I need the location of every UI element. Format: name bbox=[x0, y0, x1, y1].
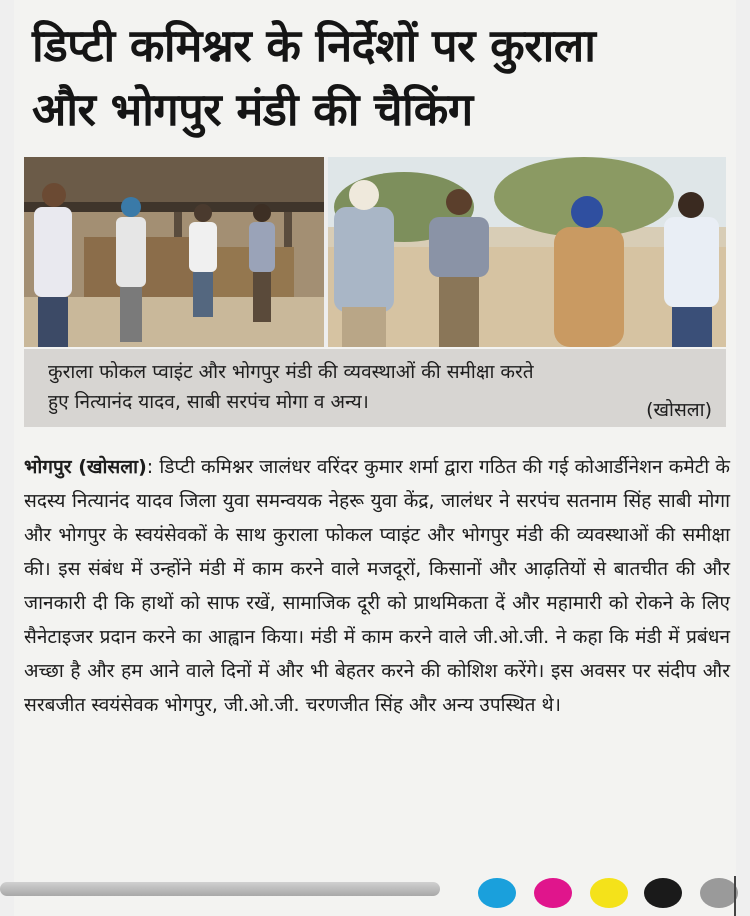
newspaper-clipping bbox=[14, 0, 736, 916]
magenta-registration-dot bbox=[534, 878, 572, 908]
crop-mark bbox=[734, 876, 736, 916]
yellow-registration-dot bbox=[590, 878, 628, 908]
caption-line-1: कुराला फोकल प्वाइंट और भोगपुर मंडी की व्यवस्थाओं की समीक्षा करते bbox=[48, 361, 534, 383]
black-registration-dot bbox=[644, 878, 682, 908]
article-body-text: : डिप्टी कमिश्नर जालंधर वरिंदर कुमार शर्मा द्वारा गठित की गई कोआर्डीनेशन कमेटी के सदस्य नित्यानंद यादव जिला युवा समन्वयक नेहरू युवा केंद्र, जालंधर ने सरपंच सतनाम सिंह साबी मोगा और भोगपुर के स्वयंसेवकों के साथ कुराला फोकल प्वाइंट और भोगपुर मंडी की व्यवस्थाओं की समीक्षा की। इस संबंध में उन्होंने मंडी में काम करने वाले मजदूरों, किसानों और आढ़तियों से बातचीत की और जानकारी दी कि हाथों को साफ रखें, सामाजिक दूरी को प्राथमिकता दें और महामारी को रोकने के लिए सैनेटाइजर प्रदान करने का आह्वान किया। मंडी में काम करने वाले जी.ओ.जी. ने कहा कि मंडी में प्रबंधन अच्छा है और हम आने वाले दिनों में और भी बेहतर करने की कोशिश करेंगे। इस अवसर पर संदीप और सरबजीत स्वयंसेवक भोगपुर, जी.ओ.जी. चरणजीत सिंह और अन्य उपस्थित थे। bbox=[24, 456, 730, 716]
grey-registration-dot bbox=[700, 878, 738, 908]
article-headline bbox=[32, 14, 722, 142]
caption-credit: (खोसला) bbox=[646, 399, 712, 421]
article-body bbox=[24, 450, 730, 722]
headline-line-2: और भोगपुर मंडी की चैकिंग bbox=[32, 83, 473, 136]
article-photo bbox=[24, 157, 726, 347]
cyan-registration-dot bbox=[478, 878, 516, 908]
caption-line-2: हुए नित्यानंद यादव, साबी सरपंच मोगा व अन्य। bbox=[48, 391, 369, 413]
photo-illustration bbox=[24, 157, 726, 347]
headline-line-1: डिप्टी कमिश्नर के निर्देशों पर कुराला bbox=[32, 19, 596, 72]
photo-caption bbox=[24, 349, 726, 427]
article-dateline: भोगपुर (खोसला) bbox=[24, 456, 147, 478]
print-grey-bar bbox=[0, 882, 440, 896]
